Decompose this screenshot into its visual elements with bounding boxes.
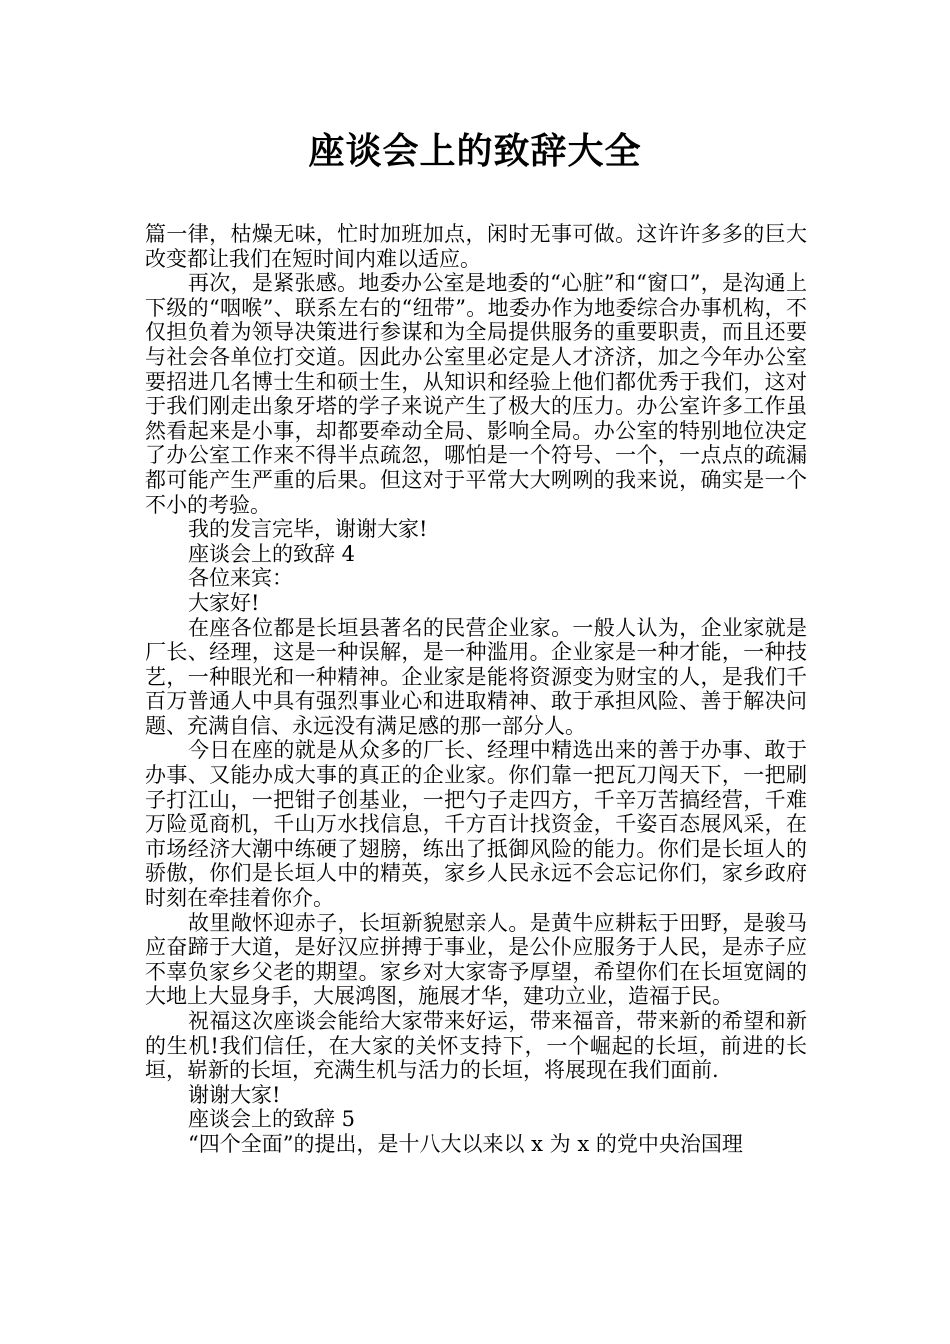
document-body — [145, 222, 807, 1157]
greeting: 大家好! — [188, 590, 260, 615]
paragraph: 在座各位都是长垣县著名的民营企业家。一般人认为，企业家就是厂长、经理，这是一种误解，是一种滥用。企业家是一种才能，一种技艺，一种眼光和一种精神。企业家是能将资源变为财宝的人，是我们千百万普通人中具有强烈事业心和进取精神、敢于承担风险、善于解决问题、充满自信、永远没有满足感的那一部分人。 — [145, 615, 807, 738]
document-title: 座谈会上的致辞大全 — [308, 131, 642, 172]
closing: 谢谢大家! — [188, 1082, 281, 1107]
section-heading: 座谈会上的致辞 5 — [188, 1107, 356, 1132]
section-heading: 座谈会上的致辞 4 — [188, 541, 356, 566]
paragraph: 篇一律，枯燥无味，忙时加班加点，闲时无事可做。这许许多多的巨大改变都让我们在短时间内难以适应。 — [145, 222, 807, 271]
paragraph: 再次，是紧张感。地委办公室是地委的“心脏”和“窗口”，是沟通上下级的“咽喉”、联系左右的“纽带”。地委办作为地委综合办事机构，不仅担负着为领导决策进行参谋和为全局提供服务的重要职责，而且还要与社会各单位打交道。因此办公室里必定是人才济济，加之今年办公室要招进几名博士生和硕士生，从知识和经验上他们都优秀于我们，这对于我们刚走出象牙塔的学子来说产生了极大的压力。办公室许多工作虽然看起来是小事，却都要牵动全局、影响全局。办公室的特别地位决定了办公室工作来不得半点疏忽，哪怕是一个符号、一个，一点点的疏漏都可能产生严重的后果。但这对于平常大大咧咧的我来说，确实是一个不小的考验。 — [145, 271, 807, 517]
paragraph: 我的发言完毕，谢谢大家! — [188, 517, 428, 542]
paragraph: 祝福这次座谈会能给大家带来好运，带来福音，带来新的希望和新的生机!我们信任，在大家的关怀支持下，一个崛起的长垣，前进的长垣，崭新的长垣，充满生机与活力的长垣，将展现在我们面前. — [145, 1009, 807, 1083]
paragraph: 故里敞怀迎赤子，长垣新貌慰亲人。是黄牛应耕耘于田野，是骏马应奋蹄于大道，是好汉应拼搏于事业，是公仆应服务于人民，是赤子应不辜负家乡父老的期望。家乡对大家寄予厚望，希望你们在长垣宽阔的大地上大显身手，大展鸿图，施展才华，建功立业，造福于民。 — [145, 910, 807, 1009]
paragraph: 今日在座的就是从众多的厂长、经理中精选出来的善于办事、敢于办事、又能办成大事的真正的企业家。你们靠一把瓦刀闯天下，一把刷子打江山，一把钳子创基业，一把勺子走四方，千辛万苦搞经营，千难万险觅商机，千山万水找信息，千方百计找资金，千姿百态展风采，在市场经济大潮中练硬了翅膀，练出了抵御风险的能力。你们是长垣人的骄傲，你们是长垣人中的精英，家乡人民永远不会忘记你们，家乡政府时刻在牵挂着你介。 — [145, 738, 807, 911]
paragraph: “四个全面”的提出，是十八大以来以 x 为 x 的党中央治国理 — [188, 1131, 743, 1156]
salutation: 各位来宾： — [188, 566, 293, 591]
